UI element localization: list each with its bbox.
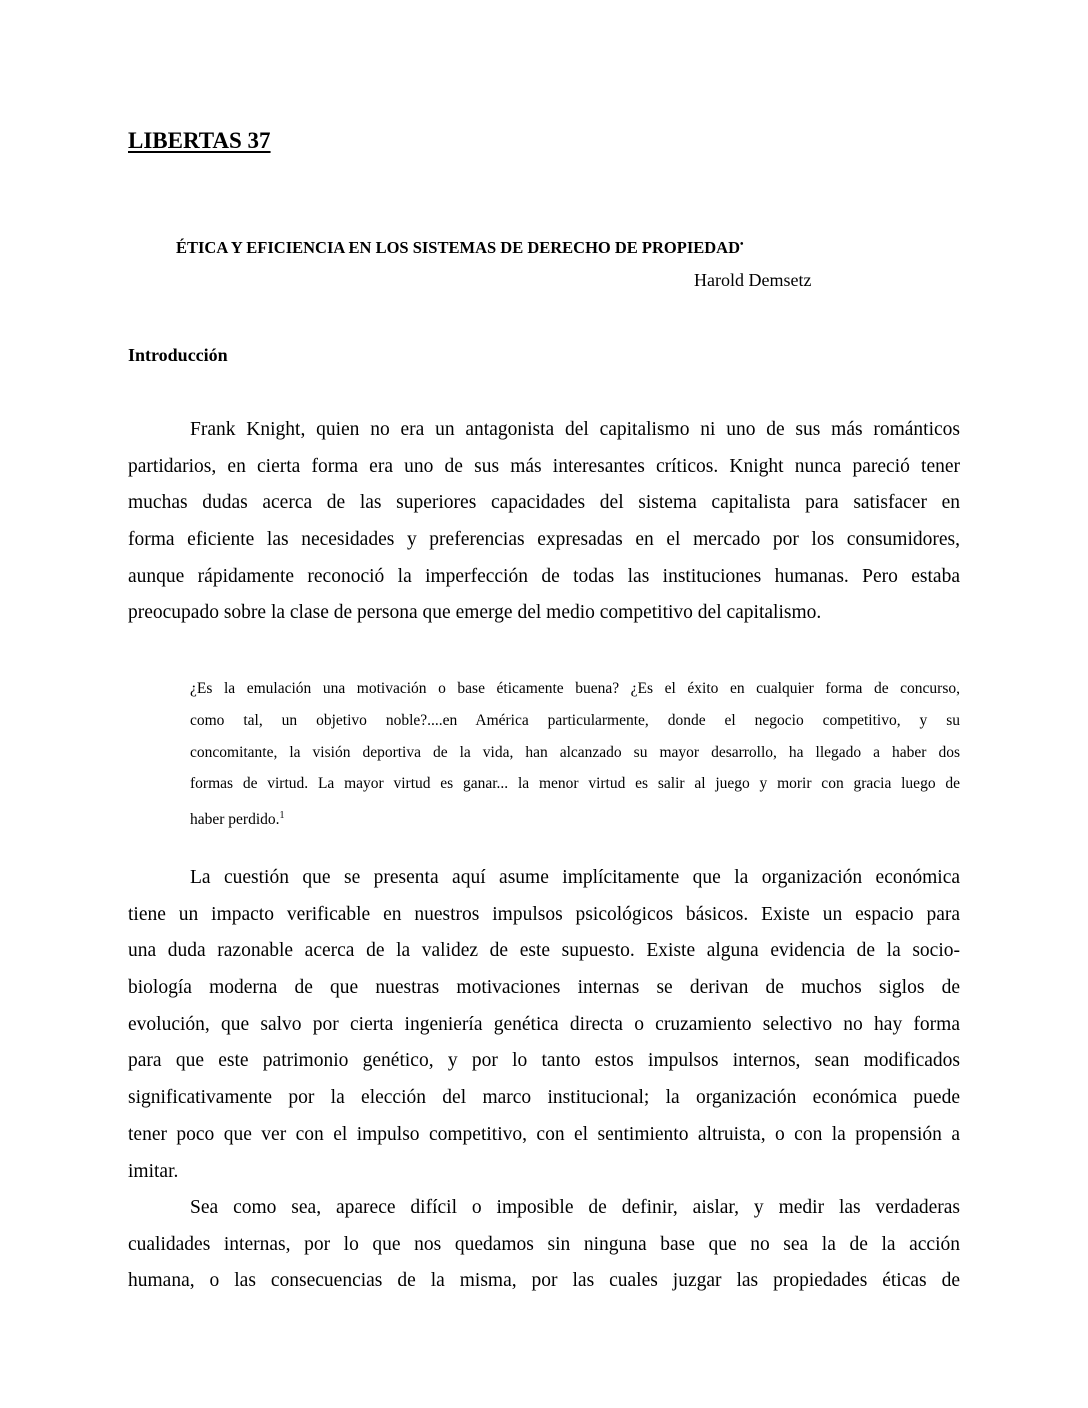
text-line: imitar. — [128, 1160, 179, 1182]
author-name: Harold Demsetz — [694, 270, 812, 290]
paragraph-2 — [128, 860, 960, 1190]
text-line: muchas dudas acerca de las superiores capacidades del sistema capitalista para satisfacer en — [128, 492, 960, 514]
footnote-reference: 1 — [279, 810, 285, 822]
paragraph-1 — [128, 412, 960, 632]
text-line: Sea como sea, aparece difícil o imposible de definir, aislar, y medir las verdaderas — [190, 1197, 960, 1218]
text-line: partidarios, en cierta forma era uno de sus más interesantes críticos. Knight nunca pareció tener — [128, 455, 960, 477]
text-line: para que este patrimonio genético, y por lo tanto estos impulsos internos, sean modificados — [128, 1050, 960, 1072]
article-title — [176, 238, 744, 258]
text-line: preocupado sobre la clase de persona que emerge del medio competitivo del capitalismo. — [128, 602, 822, 624]
text-line: una duda razonable acerca de la validez de este supuesto. Existe alguna evidencia de la socio- — [128, 940, 960, 962]
footnote-marker: • — [740, 239, 744, 250]
text-line: cualidades internas, por lo que nos quedamos sin ninguna base que no sea la de la acción — [128, 1233, 960, 1255]
paragraph-3 — [128, 1190, 960, 1300]
text-line: tiene un impacto verificable en nuestros impulsos psicológicos básicos. Existe un espacio para — [128, 903, 960, 925]
text-line: evolución, que salvo por cierta ingeniería genética directa o cruzamiento selectivo no hay forma — [128, 1013, 960, 1035]
quote-line: como tal, un objetivo noble?....en América particularmente, donde el negocio competitivo, y su — [190, 711, 960, 729]
quote-line: ¿Es la emulación una motivación o base éticamente buena? ¿Es el éxito en cualquier forma de concurso, — [190, 680, 960, 697]
text-line: aunque rápidamente reconoció la imperfección de todas las instituciones humanas. Pero estaba — [128, 565, 960, 587]
text-line: humana, o las consecuencias de la misma, por las cuales juzgar las propiedades éticas de — [128, 1270, 960, 1292]
quote-text: haber perdido. — [190, 811, 280, 829]
text-line: tener poco que ver con el impulso competitivo, con el sentimiento altruista, o con la propensión a — [128, 1123, 960, 1145]
text-line: Frank Knight, quien no era un antagonista del capitalismo ni uno de sus más románticos — [190, 419, 960, 440]
text-line: significativamente por la elección del marco institucional; la organización económica puede — [128, 1087, 960, 1109]
journal-title: LIBERTAS 37 — [128, 128, 271, 153]
block-quote — [190, 673, 960, 832]
text-line: La cuestión que se presenta aquí asume implícitamente que la organización económica — [190, 867, 960, 888]
text-line: forma eficiente las necesidades y preferencias expresadas en el mercado por los consumidores, — [128, 529, 960, 551]
article-title-text: ÉTICA Y EFICIENCIA EN LOS SISTEMAS DE DERECHO DE PROPIEDAD — [176, 238, 741, 257]
quote-line-last — [190, 800, 960, 832]
text-line: biología moderna de que nuestras motivaciones internas se derivan de muchos siglos de — [128, 977, 960, 999]
quote-line: formas de virtud. La mayor virtud es ganar... la menor virtud es salir al juego y morir con gracia luego de — [190, 775, 960, 793]
section-heading: Introducción — [128, 345, 228, 365]
quote-line: concomitante, la visión deportiva de la vida, han alcanzado su mayor desarrollo, ha llegado a haber dos — [190, 743, 960, 761]
